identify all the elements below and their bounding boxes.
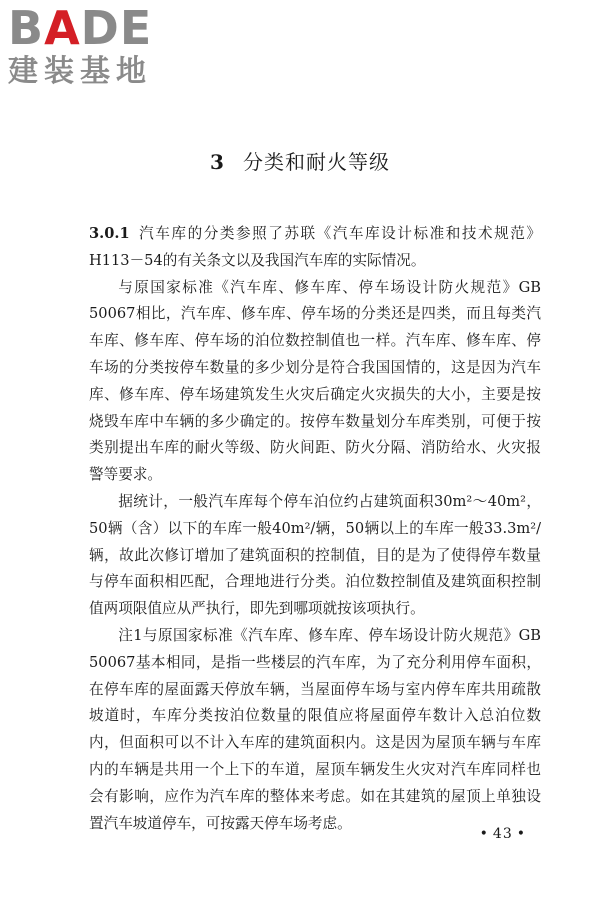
chapter-title xyxy=(0,146,600,175)
paragraph: 据统计，一般汽车库每个停车泊位约占建筑面积30m²～40m²，50辆（含）以下的车库一般40m²/辆，50辆以上的车库一般33.3m²/辆，故此次修订增加了建筑面积的控制值，目的是为了使得停车数量与停车面积相匹配，合理地进行分类。泊位数控制值及建筑面积控制值两项限值应从严执行，即先到哪项就按该项执行。 xyxy=(89,492,541,618)
page-number: • 43 • xyxy=(479,826,526,842)
logo-accent-letter: A xyxy=(44,1,81,55)
section-number: 3.0.1 xyxy=(89,225,130,242)
paragraph: 与原国家标准《汽车库、修车库、停车场设计防火规范》GB 50067相比，汽车库、修车库、停车场的分类还是四类，而且每类汽车库、修车库、停车场的泊位数控制值也一样。汽车库、修车库、停车场的分类按停车数量的多少划分是符合我国国情的，这是因为汽车库、修车库、停车场建筑发生火灾后确定火灾损失的大小，主要是按烧毁车库中车辆的多少确定的。按停车数量划分车库类别，可便于按类别提出车库的耐火等级、防火间距、防火分隔、消防给水、火灾报警等要求。 xyxy=(89,278,541,484)
paragraph: 注1与原国家标准《汽车库、修车库、停车场设计防火规范》GB 50067基本相同，是指一些楼层的汽车库，为了充分利用停车面积，在停车库的屋面露天停放车辆，当屋面停车场与室内停车库共用疏散坡道时，车库分类按泊位数量的限值应将屋面停车数计入总泊位数内，但面积可以不计入车库的建筑面积内。这是因为屋顶车辆与车库内的车辆是共用一个上下的车道，屋顶车辆发生火灾对汽车库同样也会有影响，应作为汽车库的整体来考虑。如在其建筑的屋顶上单独设置汽车坡道停车，可按露天停车场考虑。 xyxy=(89,626,541,832)
chapter-title-text: 分类和耐火等级 xyxy=(242,150,390,174)
logo-subtitle: 建装基地 xyxy=(8,54,152,89)
logo-wordmark: BADE xyxy=(8,1,153,55)
paragraph: 3.0.1 汽车库的分类参照了苏联《汽车库设计标准和技术规范》H113－54的有关条文以及我国汽车库的实际情况。 xyxy=(89,225,541,269)
chapter-number: 3 xyxy=(210,150,225,174)
bade-logo xyxy=(8,1,183,90)
section-body xyxy=(89,221,541,837)
